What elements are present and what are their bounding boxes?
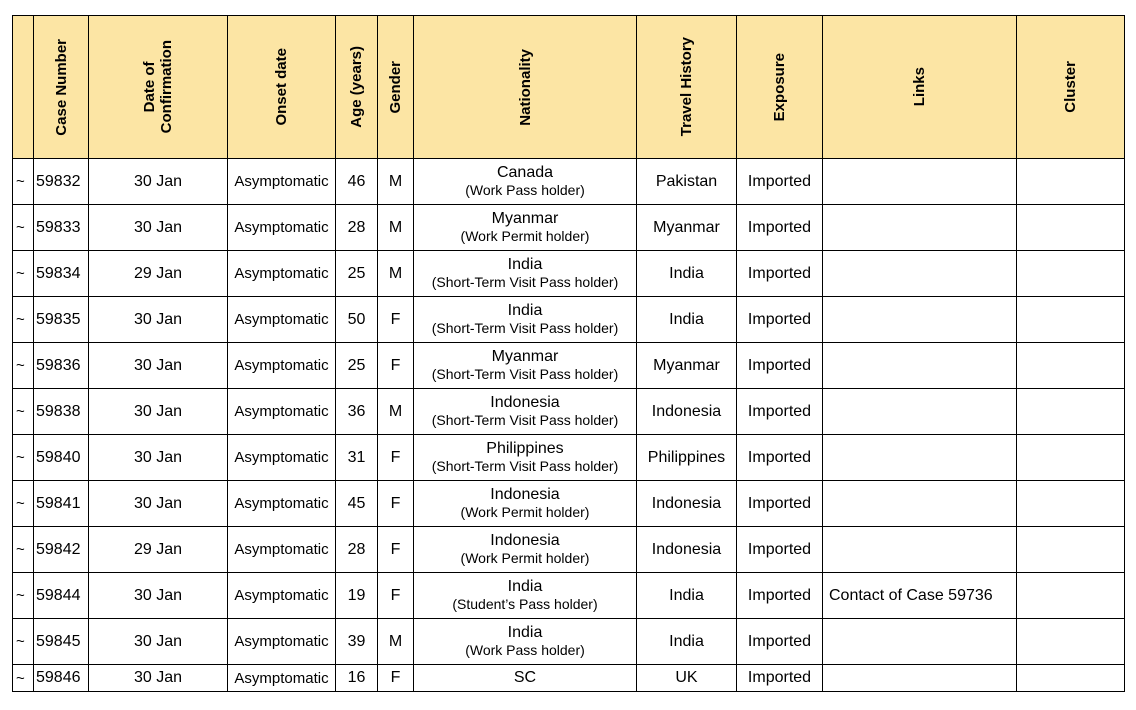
- table-row: [13, 435, 1125, 481]
- date-of-confirmation-cell: 30 Jan: [89, 159, 228, 205]
- age-cell: 46: [336, 159, 378, 205]
- exposure-cell: Imported: [737, 159, 823, 205]
- gender-cell: M: [378, 251, 414, 297]
- age-cell: 16: [336, 665, 378, 692]
- case-number-cell: 59845: [34, 619, 89, 665]
- gender-cell: M: [378, 389, 414, 435]
- gender-cell: M: [378, 619, 414, 665]
- cluster-cell: [1017, 619, 1125, 665]
- exposure-cell: Imported: [737, 205, 823, 251]
- case-number-cell: 59836: [34, 343, 89, 389]
- table-row: [13, 205, 1125, 251]
- pass-type-text: (Short-Term Visit Pass holder): [431, 412, 619, 428]
- nationality-cell: [414, 527, 637, 573]
- case-number-cell: 59841: [34, 481, 89, 527]
- header-travel-history: Travel History: [637, 16, 737, 159]
- nationality-text: Indonesia: [490, 486, 560, 503]
- nationality-cell: [414, 435, 637, 481]
- date-of-confirmation-cell: 30 Jan: [89, 573, 228, 619]
- table-row: [13, 343, 1125, 389]
- gender-cell: F: [378, 297, 414, 343]
- links-cell: Contact of Case 59736: [823, 573, 1017, 619]
- nationality-cell: [414, 159, 637, 205]
- links-cell: [823, 205, 1017, 251]
- nationality-cell: [414, 389, 637, 435]
- links-cell: [823, 481, 1017, 527]
- travel-history-cell: Indonesia: [637, 527, 737, 573]
- case-table: [12, 15, 1125, 692]
- table-row: [13, 251, 1125, 297]
- date-of-confirmation-cell: 30 Jan: [89, 619, 228, 665]
- nationality-text: Indonesia: [490, 394, 560, 411]
- nationality-cell: [414, 573, 637, 619]
- pass-type-text: (Work Permit holder): [460, 550, 590, 566]
- links-cell: [823, 251, 1017, 297]
- row-marker: ~: [13, 435, 34, 481]
- cluster-cell: [1017, 205, 1125, 251]
- row-marker: ~: [13, 389, 34, 435]
- case-number-cell: 59838: [34, 389, 89, 435]
- row-marker: ~: [13, 527, 34, 573]
- cluster-cell: [1017, 343, 1125, 389]
- cluster-cell: [1017, 481, 1125, 527]
- case-table-container: [12, 15, 1125, 692]
- age-cell: 50: [336, 297, 378, 343]
- onset-date-cell: Asymptomatic: [228, 573, 336, 619]
- case-number-cell: 59844: [34, 573, 89, 619]
- nationality-text: Myanmar: [491, 348, 559, 365]
- gender-cell: F: [378, 665, 414, 692]
- onset-date-cell: Asymptomatic: [228, 619, 336, 665]
- pass-type-text: (Student’s Pass holder): [452, 596, 598, 612]
- pass-type-text: (Short-Term Visit Pass holder): [431, 274, 619, 290]
- exposure-cell: Imported: [737, 435, 823, 481]
- table-row: [13, 665, 1125, 692]
- onset-date-cell: Asymptomatic: [228, 159, 336, 205]
- nationality-text: India: [507, 624, 543, 641]
- exposure-cell: Imported: [737, 343, 823, 389]
- header-age: Age (years): [336, 16, 378, 159]
- nationality-cell: [414, 619, 637, 665]
- onset-date-cell: Asymptomatic: [228, 665, 336, 692]
- age-cell: 25: [336, 251, 378, 297]
- links-cell: [823, 389, 1017, 435]
- case-number-cell: 59834: [34, 251, 89, 297]
- age-cell: 28: [336, 205, 378, 251]
- links-cell: [823, 435, 1017, 481]
- nationality-text: Canada: [496, 164, 554, 181]
- links-cell: [823, 527, 1017, 573]
- age-cell: 19: [336, 573, 378, 619]
- pass-type-text: (Short-Term Visit Pass holder): [431, 458, 619, 474]
- nationality-text: Indonesia: [490, 532, 560, 549]
- links-cell: [823, 665, 1017, 692]
- date-of-confirmation-cell: 30 Jan: [89, 435, 228, 481]
- case-number-cell: 59840: [34, 435, 89, 481]
- date-of-confirmation-cell: 30 Jan: [89, 389, 228, 435]
- onset-date-cell: Asymptomatic: [228, 343, 336, 389]
- onset-date-cell: Asymptomatic: [228, 251, 336, 297]
- header-exposure: Exposure: [737, 16, 823, 159]
- onset-date-cell: Asymptomatic: [228, 481, 336, 527]
- gender-cell: F: [378, 573, 414, 619]
- onset-date-cell: Asymptomatic: [228, 527, 336, 573]
- travel-history-cell: India: [637, 573, 737, 619]
- header-links: Links: [823, 16, 1017, 159]
- links-cell: [823, 619, 1017, 665]
- nationality-cell: [414, 251, 637, 297]
- header-onset-date: Onset date: [228, 16, 336, 159]
- nationality-cell: [414, 481, 637, 527]
- travel-history-cell: UK: [637, 665, 737, 692]
- nationality-text: SC: [513, 669, 537, 686]
- cluster-cell: [1017, 435, 1125, 481]
- cluster-cell: [1017, 159, 1125, 205]
- age-cell: 39: [336, 619, 378, 665]
- case-number-cell: 59846: [34, 665, 89, 692]
- gender-cell: M: [378, 159, 414, 205]
- table-body: [13, 159, 1125, 692]
- table-row: [13, 389, 1125, 435]
- exposure-cell: Imported: [737, 251, 823, 297]
- cluster-cell: [1017, 527, 1125, 573]
- table-row: [13, 619, 1125, 665]
- pass-type-text: (Work Permit holder): [460, 228, 590, 244]
- cluster-cell: [1017, 251, 1125, 297]
- age-cell: 28: [336, 527, 378, 573]
- travel-history-cell: India: [637, 619, 737, 665]
- case-number-cell: 59833: [34, 205, 89, 251]
- header-marker: [13, 16, 34, 159]
- case-number-cell: 59832: [34, 159, 89, 205]
- travel-history-cell: Philippines: [637, 435, 737, 481]
- travel-history-cell: Myanmar: [637, 205, 737, 251]
- links-cell: [823, 159, 1017, 205]
- cluster-cell: [1017, 573, 1125, 619]
- onset-date-cell: Asymptomatic: [228, 435, 336, 481]
- pass-type-text: (Work Pass holder): [465, 182, 585, 198]
- nationality-text: India: [507, 302, 543, 319]
- pass-type-text: (Work Pass holder): [465, 642, 585, 658]
- links-cell: [823, 297, 1017, 343]
- row-marker: ~: [13, 573, 34, 619]
- table-row: [13, 159, 1125, 205]
- pass-type-text: (Short-Term Visit Pass holder): [431, 320, 619, 336]
- nationality-text: India: [507, 256, 543, 273]
- gender-cell: M: [378, 205, 414, 251]
- pass-type-text: (Work Permit holder): [460, 504, 590, 520]
- gender-cell: F: [378, 435, 414, 481]
- date-of-confirmation-cell: 30 Jan: [89, 297, 228, 343]
- nationality-cell: [414, 297, 637, 343]
- row-marker: ~: [13, 481, 34, 527]
- header-cluster: Cluster: [1017, 16, 1125, 159]
- case-number-cell: 59842: [34, 527, 89, 573]
- exposure-cell: Imported: [737, 665, 823, 692]
- cluster-cell: [1017, 389, 1125, 435]
- pass-type-text: (Short-Term Visit Pass holder): [431, 366, 619, 382]
- nationality-cell: [414, 665, 637, 692]
- date-of-confirmation-cell: 30 Jan: [89, 481, 228, 527]
- travel-history-cell: Myanmar: [637, 343, 737, 389]
- exposure-cell: Imported: [737, 389, 823, 435]
- date-of-confirmation-cell: 30 Jan: [89, 665, 228, 692]
- header-nationality: Nationality: [414, 16, 637, 159]
- cluster-cell: [1017, 297, 1125, 343]
- exposure-cell: Imported: [737, 297, 823, 343]
- gender-cell: F: [378, 481, 414, 527]
- travel-history-cell: Indonesia: [637, 389, 737, 435]
- age-cell: 36: [336, 389, 378, 435]
- age-cell: 25: [336, 343, 378, 389]
- case-number-cell: 59835: [34, 297, 89, 343]
- travel-history-cell: India: [637, 297, 737, 343]
- row-marker: ~: [13, 159, 34, 205]
- row-marker: ~: [13, 343, 34, 389]
- date-of-confirmation-cell: 29 Jan: [89, 527, 228, 573]
- gender-cell: F: [378, 343, 414, 389]
- travel-history-cell: India: [637, 251, 737, 297]
- row-marker: ~: [13, 297, 34, 343]
- exposure-cell: Imported: [737, 527, 823, 573]
- gender-cell: F: [378, 527, 414, 573]
- table-row: [13, 573, 1125, 619]
- links-cell: [823, 343, 1017, 389]
- nationality-cell: [414, 343, 637, 389]
- exposure-cell: Imported: [737, 481, 823, 527]
- row-marker: ~: [13, 205, 34, 251]
- exposure-cell: Imported: [737, 573, 823, 619]
- date-of-confirmation-cell: 30 Jan: [89, 205, 228, 251]
- date-of-confirmation-cell: 30 Jan: [89, 343, 228, 389]
- onset-date-cell: Asymptomatic: [228, 389, 336, 435]
- row-marker: ~: [13, 665, 34, 692]
- date-of-confirmation-cell: 29 Jan: [89, 251, 228, 297]
- row-marker: ~: [13, 619, 34, 665]
- cluster-cell: [1017, 665, 1125, 692]
- age-cell: 31: [336, 435, 378, 481]
- header-gender: Gender: [378, 16, 414, 159]
- row-marker: ~: [13, 251, 34, 297]
- nationality-cell: [414, 205, 637, 251]
- exposure-cell: Imported: [737, 619, 823, 665]
- onset-date-cell: Asymptomatic: [228, 297, 336, 343]
- table-row: [13, 297, 1125, 343]
- header-row: [13, 16, 1125, 159]
- onset-date-cell: Asymptomatic: [228, 205, 336, 251]
- nationality-text: India: [507, 578, 543, 595]
- header-date-of-confirmation: Date of Confirmation: [89, 16, 228, 159]
- travel-history-cell: Pakistan: [637, 159, 737, 205]
- table-row: [13, 527, 1125, 573]
- age-cell: 45: [336, 481, 378, 527]
- header-case-number: Case Number: [34, 16, 89, 159]
- table-row: [13, 481, 1125, 527]
- travel-history-cell: Indonesia: [637, 481, 737, 527]
- nationality-text: Philippines: [486, 440, 564, 457]
- nationality-text: Myanmar: [491, 210, 559, 227]
